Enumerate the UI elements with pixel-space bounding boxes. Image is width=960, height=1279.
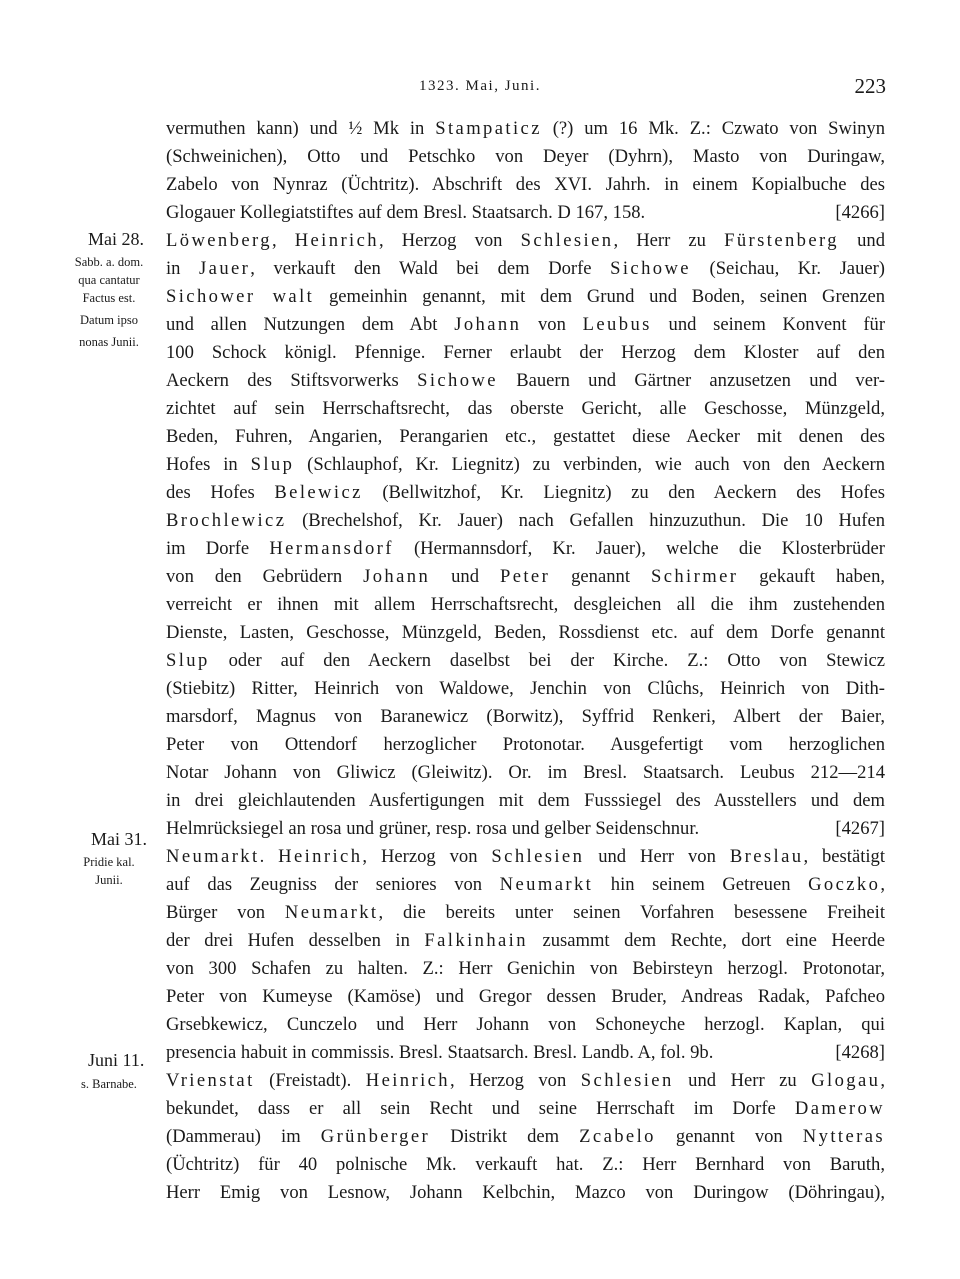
margin-note: nonas Junii. (79, 335, 139, 349)
margin-date: Juni 11. (88, 1050, 145, 1070)
text-line: der drei Hufen desselben in Falkinhain zusammt dem Rechte, dort eine Heerde (166, 930, 886, 951)
margin-note: s. Barnabe. (81, 1077, 137, 1091)
margin-note: qua cantatur (78, 273, 140, 287)
text-line: Hofes in Slup (Schlauphof, Kr. Liegnitz) zu verbinden, wie auch von den Aeckern (166, 454, 885, 475)
margin-date: Mai 31. (91, 829, 147, 849)
text-line: Zabelo von Nynraz (Üchtritz). Abschrift des XVI. Jahrh. in einem Kopialbuche des (166, 174, 885, 195)
text-line: Sichower walt gemeinhin genannt, mit dem Grund und Boden, seinen Grenzen (166, 286, 885, 307)
page-number: 223 (854, 74, 886, 98)
text-line: Peter von Ottendorf herzoglicher Protonotar. Ausgefertigt vom herzoglichen (166, 734, 885, 755)
running-title: 1323. Mai, Juni. (419, 78, 541, 94)
text-line: Vrienstat (Freistadt). Heinrich, Herzog von Schlesien und Herr zu Glogau, (166, 1070, 885, 1091)
text-line: presencia habuit in commissis. Bresl. Staatsarch. Bresl. Landb. A, fol. 9b. [4268] (166, 1039, 885, 1067)
text-line: in Jauer, verkauft den Wald bei dem Dorfe Sichowe (Seichau, Kr. Jauer) (166, 258, 885, 279)
text-line: verreicht er ihnen mit allem Herrschaftsrecht, desgleichen all die ihm zustehenden (166, 594, 885, 615)
text-line: in drei gleichlautenden Ausfertigungen mit dem Fusssiegel des Ausstellers und dem (166, 790, 885, 811)
text-line: Peter von Kumeyse (Kamöse) und Gregor dessen Bruder, Andreas Radak, Pafcheo (166, 986, 885, 1007)
entry-number: [4268] (835, 1042, 885, 1063)
text-line: (Dammerau) im Grünberger Distrikt dem Zcabelo genannt von Nytteras (166, 1126, 885, 1147)
text-line: bekundet, dass er all sein Recht und seine Herrschaft im Dorfe Damerow (166, 1098, 885, 1119)
text-line: Glogauer Kollegiatstiftes auf dem Bresl. Staatsarch. D 167, 158. [4266] (166, 199, 885, 227)
text-line: zichtet auf sein Herrschaftsrecht, das oberste Gericht, alle Geschosse, Münzgeld, (166, 398, 885, 419)
text-line: von 300 Schafen zu halten. Z.: Herr Genichin von Bebirsteyn herzogl. Protonotar, (166, 958, 885, 979)
text-line: Notar Johann von Gliwicz (Gleiwitz). Or. im Bresl. Staatsarch. Leubus 212—214 (166, 762, 885, 783)
text-line: (Üchtritz) für 40 polnische Mk. verkauft hat. Z.: Herr Bernhard von Baruth, (166, 1154, 885, 1175)
margin-note: Datum ipso (80, 313, 138, 327)
margin-note: Pridie kal. (83, 855, 135, 869)
text-line: Löwenberg, Heinrich, Herzog von Schlesien, Herr zu Fürstenberg und (166, 230, 885, 251)
text-line: Slup oder auf den Aeckern daselbst bei der Kirche. Z.: Otto von Stewicz (166, 650, 885, 671)
margin-date: Mai 28. (88, 229, 144, 249)
text-line: Aeckern des Stiftsvorwerks Sichowe Bauern und Gärtner anzusetzen und ver- (166, 370, 885, 391)
text-line: Dienste, Lasten, Geschosse, Münzgeld, Beden, Rossdienst etc. auf dem Dorfe genannt (166, 622, 885, 643)
margin-note: Sabb. a. dom. (74, 255, 144, 269)
text-line: Helmrücksiegel an rosa und grüner, resp. rosa und gelber Seidenschnur. [4267] (166, 815, 885, 843)
text-line: Grsebkewicz, Cunczelo und Herr Johann von Schoneyche herzogl. Kaplan, qui (166, 1014, 885, 1035)
text-line: Neumarkt. Heinrich, Herzog von Schlesien und Herr von Breslau, bestätigt (166, 846, 886, 867)
text-line: (Schweinichen), Otto und Petschko von Deyer (Dyhrn), Masto von Duringaw, (166, 146, 885, 167)
text-line: im Dorfe Hermansdorf (Hermannsdorf, Kr. Jauer), welche die Klosterbrüder (166, 538, 885, 559)
text-line: auf das Zeugniss der seniores von Neumarkt hin seinem Getreuen Goczko, (166, 874, 885, 895)
text-line: 100 Schock königl. Pfennige. Ferner erlaubt der Herzog dem Kloster auf den (166, 342, 885, 363)
text-line: und allen Nutzungen dem Abt Johann von Leubus und seinem Konvent für (166, 314, 886, 335)
text-line: Herr Emig von Lesnow, Johann Kelbchin, Mazco von Duringow (Döhringau), (166, 1182, 885, 1203)
margin-note: Factus est. (82, 291, 136, 305)
text-line: vermuthen kann) und ½ Mk in Stampaticz (?) um 16 Mk. Z.: Czwato von Swinyn (166, 118, 886, 139)
text-line: Bürger von Neumarkt, die bereits unter seinen Vorfahren besessene Freiheit (166, 902, 885, 923)
margin-note: Junii. (95, 873, 123, 887)
text-line: marsdorf, Magnus von Baranewicz (Borwitz), Syffrid Renkeri, Albert der Baier, (166, 706, 885, 727)
text-line: (Stiebitz) Ritter, Heinrich von Waldowe, Jenchin von Clûchs, Heinrich von Dith- (166, 678, 885, 699)
entry-number: [4266] (835, 202, 885, 223)
text-line: Brochlewicz (Brechelshof, Kr. Jauer) nach Gefallen hinzuzuthun. Die 10 Hufen (166, 510, 885, 531)
text-line: des Hofes Belewicz (Bellwitzhof, Kr. Liegnitz) zu den Aeckern des Hofes (166, 482, 885, 503)
text-line: von den Gebrüdern Johann und Peter genannt Schirmer gekauft haben, (166, 566, 886, 587)
text-line: Beden, Fuhren, Angarien, Perangarien etc., gestattet diese Aecker mit denen des (166, 426, 885, 447)
entry-number: [4267] (835, 818, 885, 839)
